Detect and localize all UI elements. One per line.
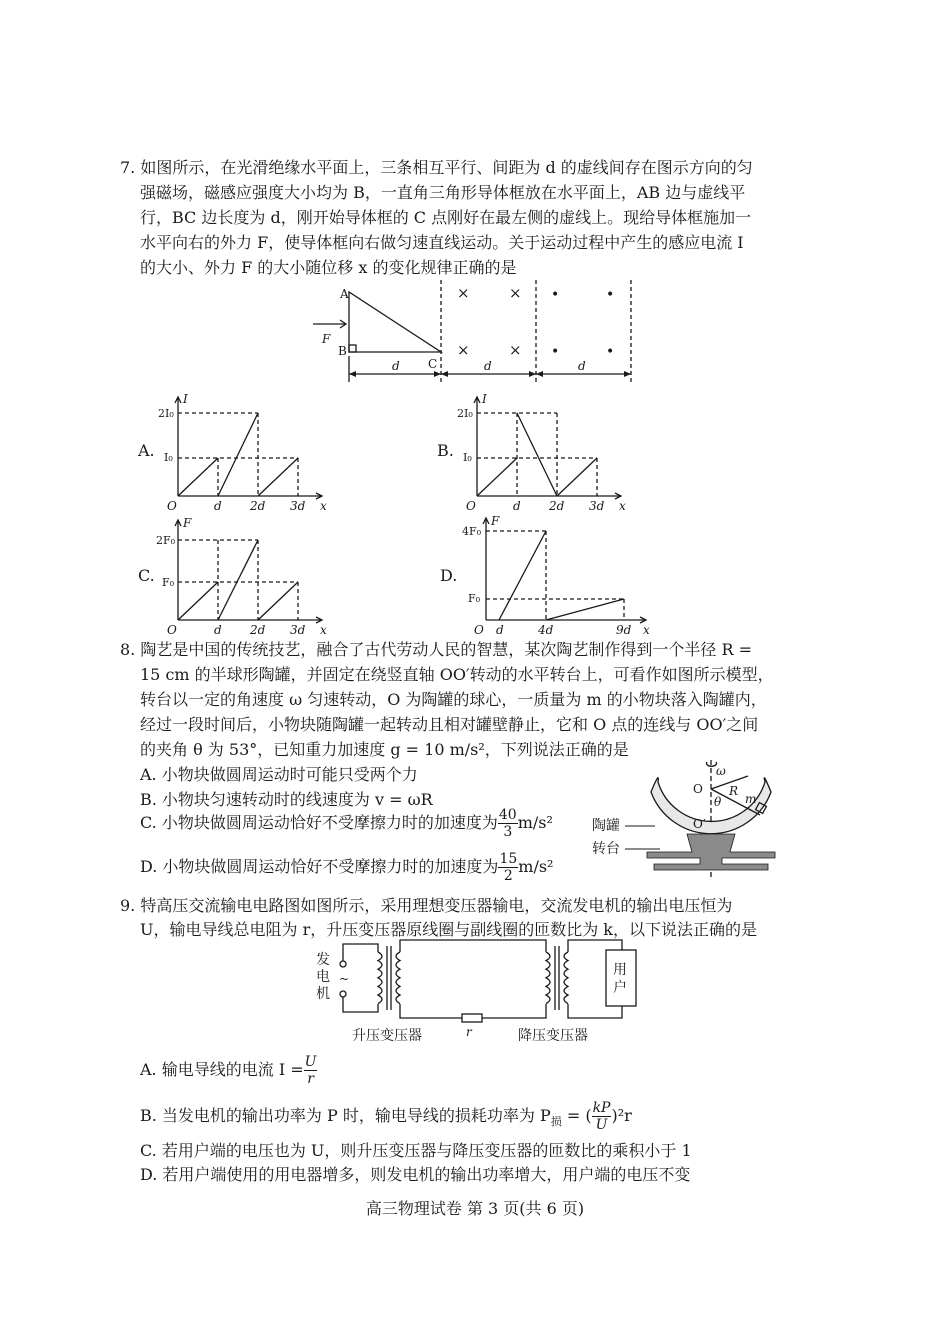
option-a-y2: 2I₀	[158, 407, 174, 420]
option-d-ylabel: F	[491, 514, 500, 528]
q8-line-4: 经过一段时间后，小物块随陶罐一起转动且相对罐壁静止，它和 O 点的连线与 OO′之间	[140, 715, 759, 734]
q9-option-a-frac	[304, 1054, 318, 1087]
label-r-resistor: r	[466, 1025, 472, 1039]
option-d-y1: F₀	[468, 592, 481, 605]
option-d-label: D.	[440, 566, 458, 585]
q8-line-3: 转台以一定的角速度 ω 匀速转动，O 为陶罐的球心，一质量为 m 的小物块落入陶罐内，	[140, 690, 767, 709]
label-gen-3: 机	[316, 986, 330, 1002]
option-b-origin: O	[466, 499, 476, 513]
q9-option-a-text: A. 输电导线的电流 I =	[140, 1060, 304, 1079]
label-gen-1: 发	[316, 952, 330, 968]
option-d-xlabel: x	[643, 623, 650, 637]
q9-line-2: U，输电导线总电阻为 r，升压变压器原线圈与副线圈的匝数比为 k，以下说法正确的是	[140, 920, 758, 939]
label-f: F	[322, 332, 331, 346]
q9-option-b-text: B. 当发电机的输出功率为 P 时，输电导线的损耗功率为 P	[140, 1106, 551, 1125]
label-gen-2: 电	[316, 969, 330, 985]
option-c-origin: O	[167, 623, 177, 637]
q7-line-2: 强磁场，磁感应强度大小均为 B，一直角三角形导体框放在水平面上，AB 边与虚线平	[140, 183, 746, 202]
q8-option-d-unit: m/s²	[518, 857, 554, 876]
option-c-x2: 2d	[250, 623, 266, 637]
label-a: A	[340, 287, 349, 301]
option-d-y2: 4F₀	[462, 525, 482, 538]
q7-line-4: 水平向右的外力 F，使导体框向右做匀速直线运动。关于运动过程中产生的感应电流 I	[140, 233, 744, 252]
field-cross-1: ×	[457, 284, 470, 302]
option-d-x1: d	[496, 623, 504, 637]
q9-option-b-eq: = (	[561, 1106, 592, 1125]
option-a-x2: 2d	[250, 499, 266, 513]
q7-line-5: 的大小、外力 F 的大小随位移 x 的变化规律正确的是	[140, 258, 517, 277]
q9-option-d: D. 若用户端使用的用电器增多，则发电机的输出功率增大，用户端的电压不变	[140, 1165, 691, 1184]
q8-option-c-den: 3	[503, 824, 513, 840]
option-b-x2: 2d	[549, 499, 565, 513]
q8-option-d-text: D. 小物块做圆周运动恰好不受摩擦力时的加速度为	[140, 857, 499, 876]
option-c-ylabel: F	[183, 516, 192, 530]
q8-line-5: 的夹角 θ 为 53°，已知重力加速度 g = 10 m/s²，下列说法正确的是	[140, 740, 629, 759]
page-footer: 高三物理试卷 第 3 页(共 6 页)	[365, 1199, 585, 1218]
option-c-y2: 2F₀	[156, 534, 176, 547]
q8-option-c-text: C. 小物块做圆周运动恰好不受摩擦力时的加速度为	[140, 813, 498, 832]
label-user-1: 用	[613, 962, 627, 978]
option-d-x2: 4d	[538, 623, 554, 637]
field-cross-3: ×	[457, 341, 470, 359]
option-c-xlabel: x	[320, 623, 327, 637]
label-b: B	[338, 344, 347, 358]
q9-option-b	[140, 1098, 632, 1140]
option-a-x3: 3d	[290, 499, 306, 513]
field-dot-1: •	[551, 287, 560, 303]
option-a-xlabel: x	[320, 499, 327, 513]
option-b-x3: 3d	[589, 499, 605, 513]
option-a-ylabel: I	[183, 392, 188, 406]
label-c: C	[428, 357, 438, 371]
label-table: 转台	[592, 841, 620, 857]
label-user-2: 户	[613, 980, 627, 996]
option-a-x1: d	[214, 499, 222, 513]
option-a-origin: O	[167, 499, 177, 513]
q8-option-b: B. 小物块匀速转动时的线速度为 v = ωR	[140, 790, 433, 809]
option-b-y1: I₀	[463, 451, 472, 464]
option-d-x3: 9d	[616, 623, 632, 637]
option-b-y2: 2I₀	[457, 407, 473, 420]
q7-line-1: 7. 如图所示，在光滑绝缘水平面上，三条相互平行、间距为 d 的虚线间存在图示方向的匀	[120, 158, 753, 177]
option-c-label: C.	[138, 566, 155, 585]
label-step-up: 升压变压器	[352, 1028, 422, 1044]
q9-option-b-den: U	[595, 1117, 608, 1133]
q9-option-a-den: r	[307, 1071, 314, 1087]
field-dot-4: •	[606, 344, 615, 360]
q9-option-b-num: kP	[592, 1100, 611, 1116]
option-a-label: A.	[138, 441, 155, 460]
q7-line-3: 行，BC 边长度为 d，刚开始导体框的 C 点刚好在最左侧的虚线上。现给导体框施加一	[140, 208, 752, 227]
label-r: R	[729, 784, 739, 798]
q9-option-a	[140, 1052, 317, 1088]
label-o: O	[693, 782, 703, 796]
option-a-y1: I₀	[164, 451, 173, 464]
option-c-x1: d	[214, 623, 222, 637]
q9-option-b-sub: 损	[550, 1115, 562, 1129]
label-d1: d	[392, 359, 400, 373]
label-pot: 陶罐	[592, 818, 620, 834]
label-d3: d	[578, 359, 586, 373]
q9-option-b-tail: )²r	[611, 1106, 632, 1125]
option-b-ylabel: I	[482, 392, 487, 406]
q9-option-c: C. 若用户端的电压也为 U，则升压变压器与降压变压器的匝数比的乘积小于 1	[140, 1141, 692, 1160]
q8-option-c-unit: m/s²	[517, 813, 553, 832]
q8-line-2: 15 cm 的半球形陶罐，并固定在绕竖直轴 OO′转动的水平转台上，可看作如图所示模型，	[140, 665, 774, 684]
label-m: m	[745, 792, 757, 806]
option-c-x3: 3d	[290, 623, 306, 637]
q9-option-b-frac	[592, 1100, 612, 1133]
label-o-prime: O′	[693, 817, 706, 831]
label-theta: θ	[714, 795, 722, 809]
q8-option-c-num: 40	[498, 807, 517, 823]
label-tilde: ~	[339, 972, 350, 986]
option-d-origin: O	[474, 623, 484, 637]
option-b-label: B.	[437, 441, 454, 460]
q9-option-a-num: U	[304, 1054, 317, 1070]
q8-option-d-num: 15	[499, 851, 518, 867]
q8-option-d-den: 2	[503, 868, 513, 884]
label-d2: d	[484, 359, 492, 373]
label-omega: ω	[716, 764, 726, 778]
q9-line-1: 9. 特高压交流输电电路图如图所示，采用理想变压器输电，交流发电机的输出电压恒为	[120, 896, 733, 915]
label-step-down: 降压变压器	[518, 1028, 588, 1044]
field-dot-3: •	[551, 344, 560, 360]
option-b-xlabel: x	[619, 499, 626, 513]
field-cross-4: ×	[509, 341, 522, 359]
field-dot-2: •	[606, 287, 615, 303]
field-cross-2: ×	[509, 284, 522, 302]
option-b-x1: d	[513, 499, 521, 513]
q8-line-1: 8. 陶艺是中国的传统技艺，融合了古代劳动人民的智慧，某次陶艺制作得到一个半径 R =	[120, 640, 752, 659]
option-c-y1: F₀	[162, 576, 175, 589]
q8-option-a: A. 小物块做圆周运动时可能只受两个力	[140, 765, 418, 784]
